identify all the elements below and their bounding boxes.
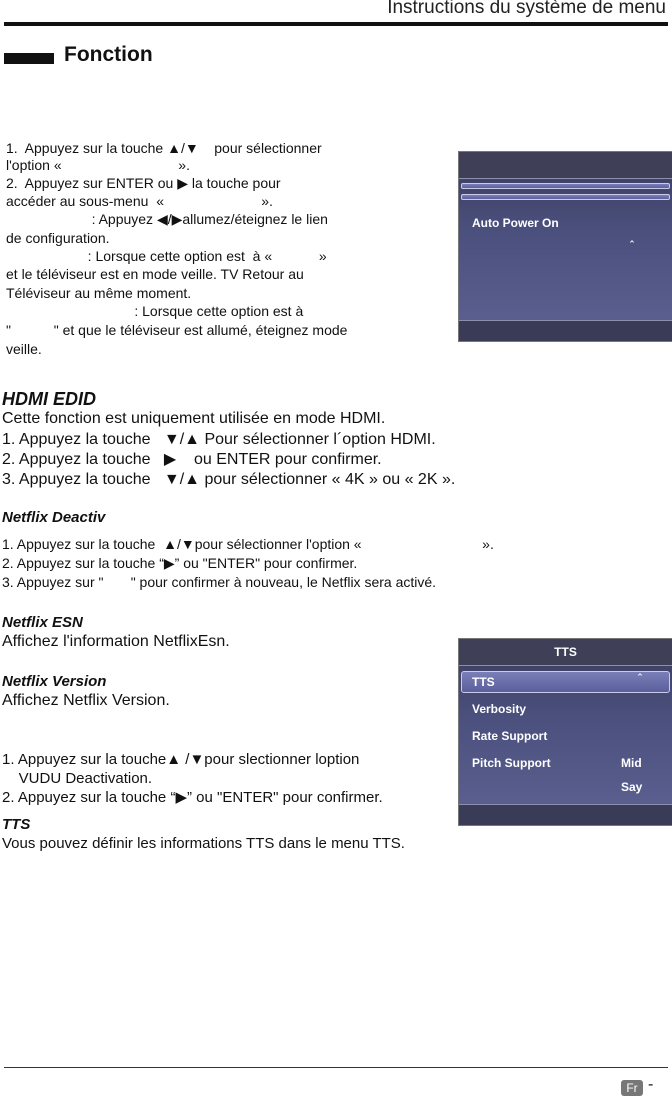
instruction-line: " " et que le téléviseur est allumé, éteignez mode xyxy=(6,322,348,338)
menu-separator xyxy=(461,194,670,200)
pitch-value-say: Say xyxy=(621,780,643,794)
instruction-line: 1. Appuyez sur la touche ▲/▼ pour sélectionner xyxy=(6,140,322,156)
heading-tts: TTS xyxy=(2,816,31,833)
header-divider xyxy=(4,22,668,26)
hdmi-line: 2. Appuyez la touche ▶ ou ENTER pour confirmer. xyxy=(2,451,382,468)
netflix-deactiv-line: 2. Appuyez sur la touche “▶” ou "ENTER" pour confirmer. xyxy=(2,555,358,571)
instruction-line: accéder au sous-menu « ». xyxy=(6,193,273,209)
menu-item-auto-power-on[interactable]: Auto Power On xyxy=(472,216,559,230)
netflix-esn-line: Affichez l'information NetflixEsn. xyxy=(2,633,230,650)
menu-footer-band xyxy=(459,320,672,341)
instruction-line: 2. Appuyez sur ENTER ou ▶ la touche pour xyxy=(6,175,281,191)
netflix-deactiv-line: 3. Appuyez sur " " pour confirmer à nouveau, le Netflix sera activé. xyxy=(2,574,437,590)
netflix-version-line: Affichez Netflix Version. xyxy=(2,692,170,709)
netflix-deactiv-line: 1. Appuyez sur la touche ▲/▼pour sélectionner l'option « ». xyxy=(2,536,494,552)
heading-netflix-esn: Netflix ESN xyxy=(2,614,83,631)
section-title: Fonction xyxy=(64,43,153,66)
menu-footer-band xyxy=(459,804,672,825)
menu-item-rate-support[interactable]: Rate Support xyxy=(472,729,548,743)
vudu-line: 2. Appuyez sur la touche “▶” ou "ENTER" pour confirmer. xyxy=(2,789,383,806)
pitch-value-mid: Mid xyxy=(621,756,642,770)
caret-up-icon: ˆ xyxy=(630,240,634,252)
tts-line: Vous pouvez définir les informations TTS dans le menu TTS. xyxy=(2,835,405,852)
hdmi-line: 1. Appuyez la touche ▼/▲ Pour sélectionner l´option HDMI. xyxy=(2,431,436,448)
menu-title: TTS xyxy=(554,645,577,659)
footer-divider xyxy=(4,1067,668,1068)
hdmi-line: Cette fonction est uniquement utilisée en mode HDMI. xyxy=(2,410,386,427)
instruction-line: veille. xyxy=(6,341,42,357)
heading-netflix-deactiv: Netflix Deactiv xyxy=(2,509,106,526)
instruction-line: : Lorsque cette option est à « » xyxy=(6,248,327,264)
heading-netflix-version: Netflix Version xyxy=(2,673,107,690)
instruction-line: de configuration. xyxy=(6,230,110,246)
instruction-line: l'option « ». xyxy=(6,157,190,173)
vudu-line: 1. Appuyez sur la touche▲ /▼pour slectionner loption xyxy=(2,751,360,768)
page-number-dash: - xyxy=(648,1076,654,1093)
hdmi-line: 3. Appuyez la touche ▼/▲ pour sélectionner « 4K » ou « 2K ». xyxy=(2,471,456,488)
caret-up-icon: ˆ xyxy=(638,673,642,685)
menu-screenshot-auto-power xyxy=(458,151,672,342)
page-header-title: Instructions du système de menu xyxy=(387,0,666,18)
menu-item-tts[interactable]: TTS xyxy=(472,675,495,689)
instruction-line: : Appuyez ◀/▶allumez/éteignez le lien xyxy=(6,211,328,227)
menu-item-verbosity[interactable]: Verbosity xyxy=(472,702,527,716)
instruction-line: et le téléviseur est en mode veille. TV Retour au xyxy=(6,266,304,282)
menu-separator xyxy=(461,183,670,189)
language-badge: Fr xyxy=(621,1080,643,1096)
menu-title-band xyxy=(459,152,672,179)
instruction-line: Téléviseur au même moment. xyxy=(6,285,192,301)
heading-hdmi-edid: HDMI EDID xyxy=(2,389,96,409)
section-marker-bar xyxy=(4,53,54,64)
vudu-line: VUDU Deactivation. xyxy=(2,770,153,787)
menu-item-pitch-support[interactable]: Pitch Support xyxy=(472,756,551,770)
instruction-line: : Lorsque cette option est à xyxy=(6,303,304,319)
menu-screenshot-tts xyxy=(458,638,672,826)
